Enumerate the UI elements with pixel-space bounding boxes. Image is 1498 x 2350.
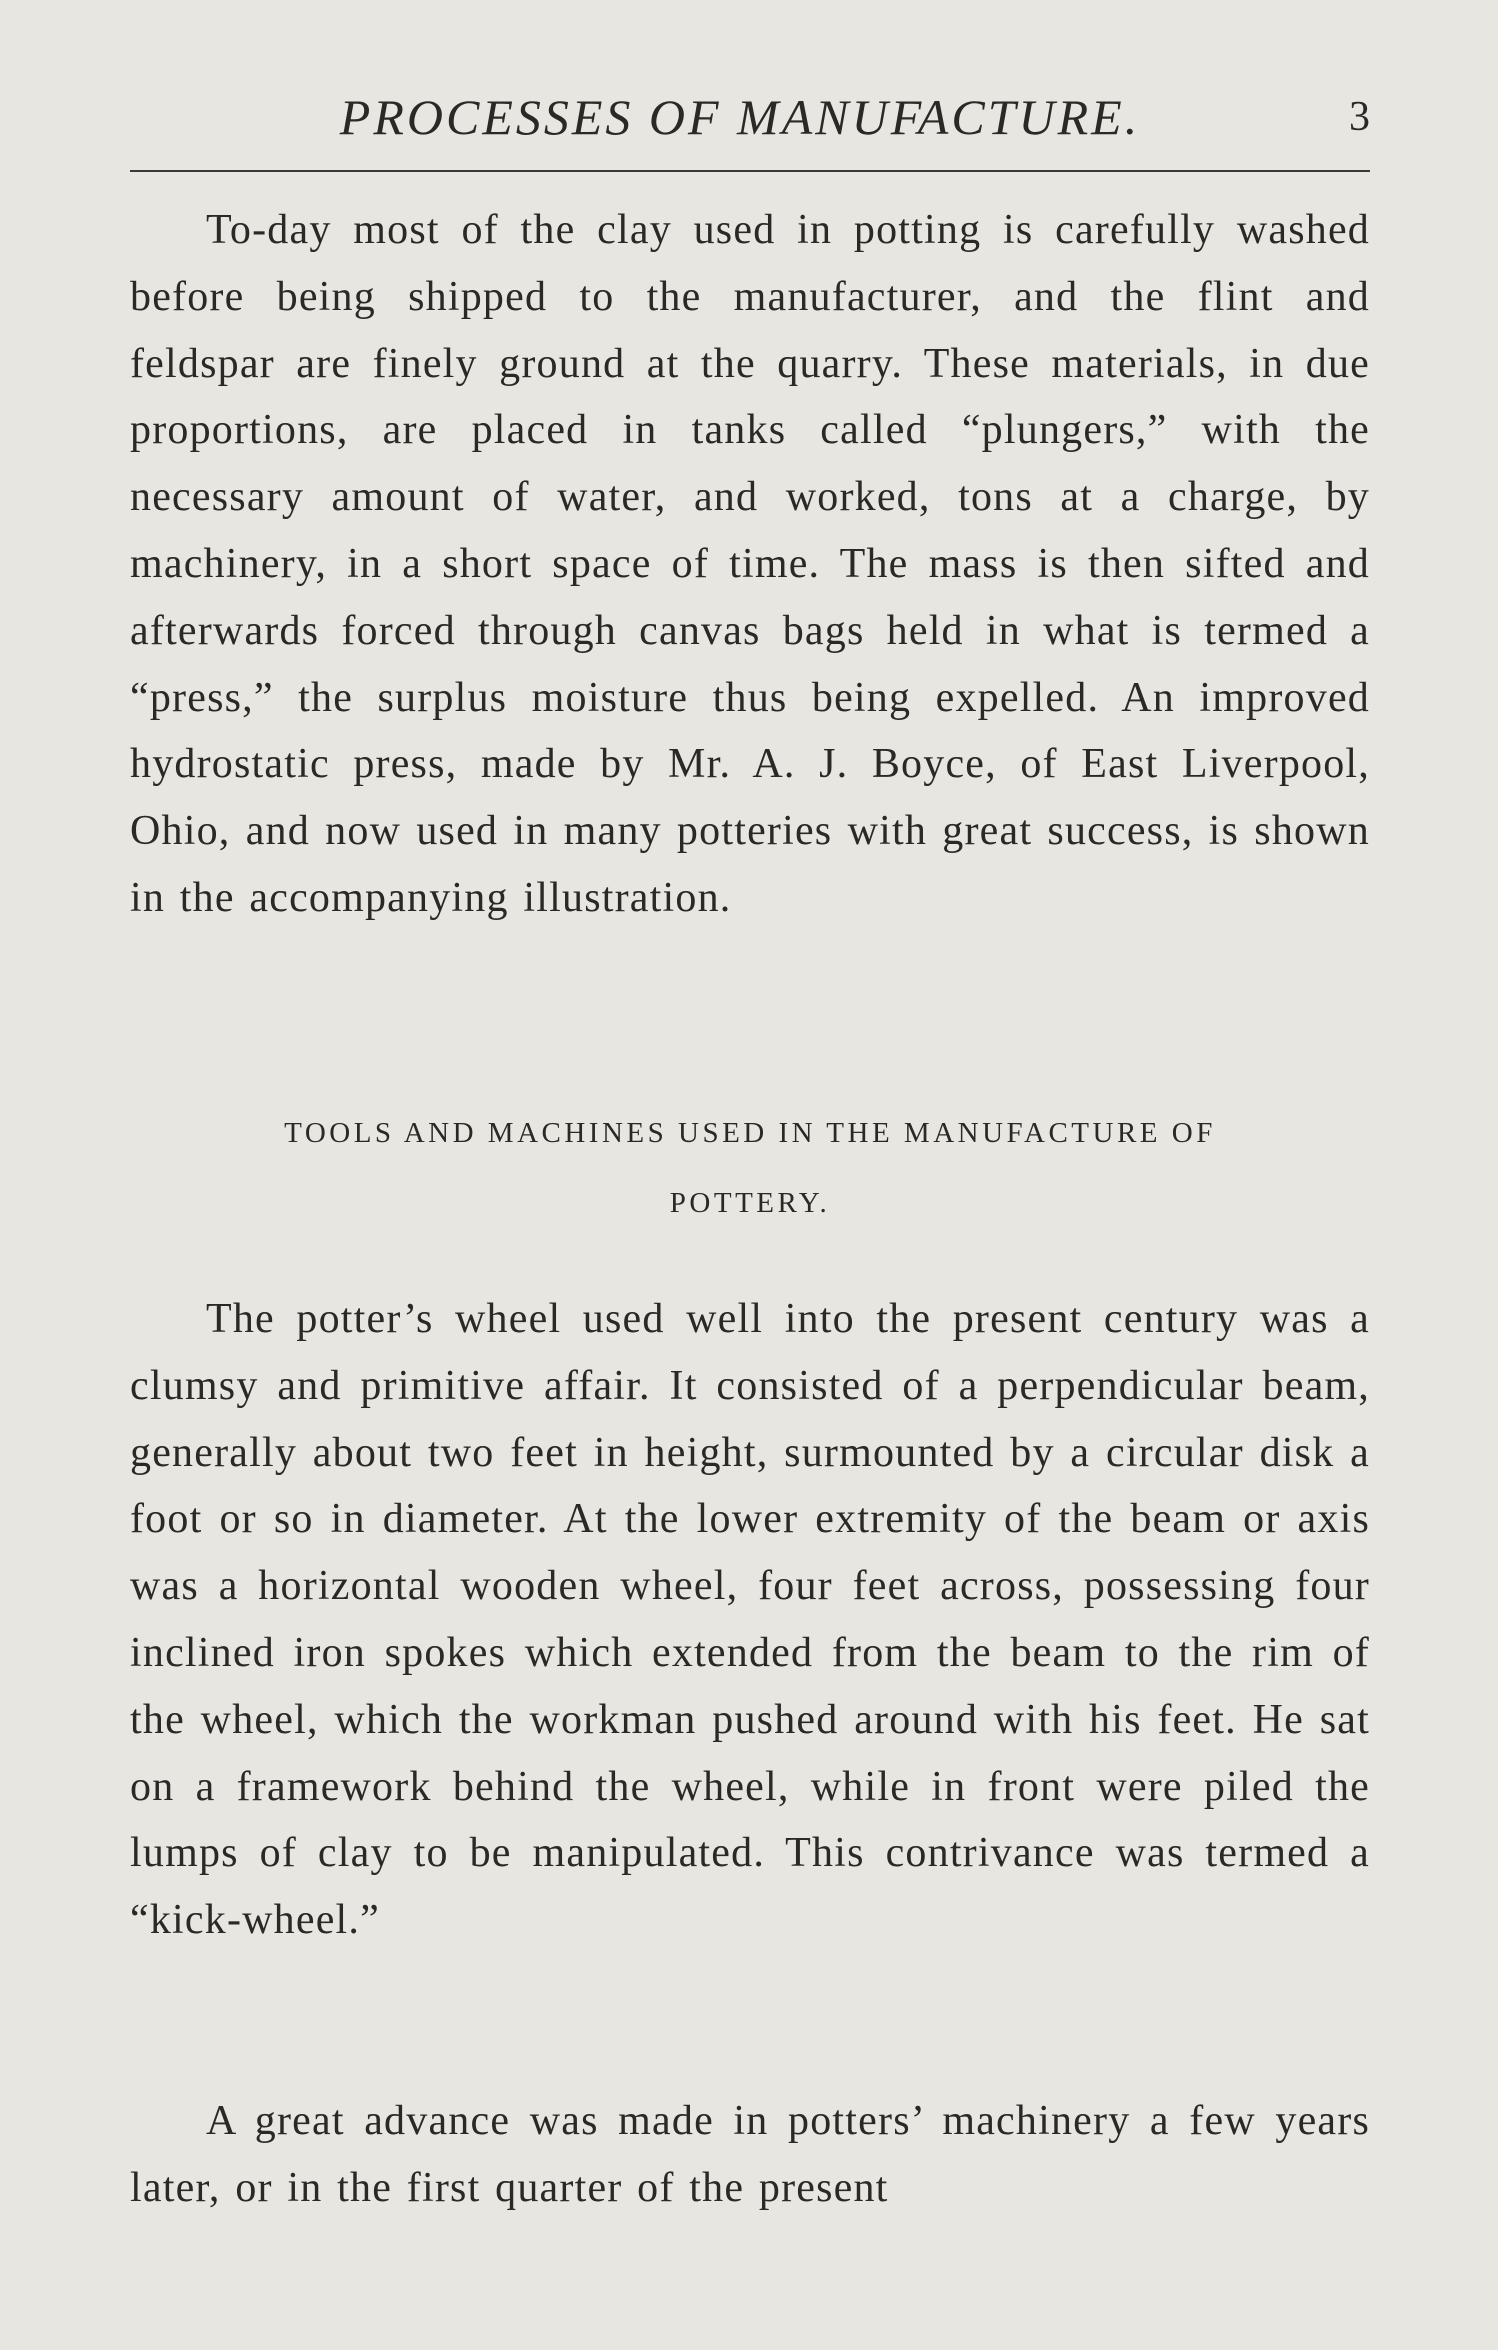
- paragraph-great-advance: A great advance was made in potters’ machinery a few years later, or in the first quarter of the present: [130, 2098, 1370, 2211]
- running-header: [130, 82, 1370, 152]
- running-title: PROCESSES OF MANUFACTURE.: [339, 89, 1141, 145]
- header-rule: [130, 170, 1370, 172]
- body-text-top: [130, 197, 1370, 932]
- section-heading: [130, 1098, 1370, 1238]
- section-heading-line-2: POTTERY.: [669, 1187, 831, 1219]
- section-heading-line-1: TOOLS AND MACHINES USED IN THE MANUFACTURE OF: [284, 1117, 1216, 1149]
- paragraph-clay-preparation: To-day most of the clay used in potting is carefully washed before being shipped to the manufacturer, and the flint and feldspar are finely ground at the quarry. These materials, in due proportions, are placed in tanks called “plungers,” with the necessary amount of water, and worked, tons at a charge, by machinery, in a short space of time. The mass is then sifted and afterwards forced through canvas bags held in what is termed a “press,” the surplus moisture thus being expelled. An improved hydrostatic press, made by Mr. A. J. Boyce, of East Liverpool, Ohio, and now used in many potteries with great success, is shown in the accompanying illustration.: [130, 207, 1370, 921]
- page-number: 3: [1349, 94, 1370, 140]
- body-text-bottom: [130, 2088, 1370, 2222]
- paragraph-potters-wheel: The potter’s wheel used well into the present century was a clumsy and primitive affair. It consisted of a perpendicular beam, generally about two feet in height, surmounted by a circular disk a foot or so in diameter. At the lower extremity of the beam or axis was a horizontal wooden wheel, four feet across, possessing four inclined iron spokes which extended from the beam to the rim of the wheel, which the workman pushed around with his feet. He sat on a framework behind the wheel, while in front were piled the lumps of clay to be manipulated. This contrivance was termed a “kick-wheel.”: [130, 1296, 1370, 1944]
- body-text-wheel: [130, 1286, 1370, 1954]
